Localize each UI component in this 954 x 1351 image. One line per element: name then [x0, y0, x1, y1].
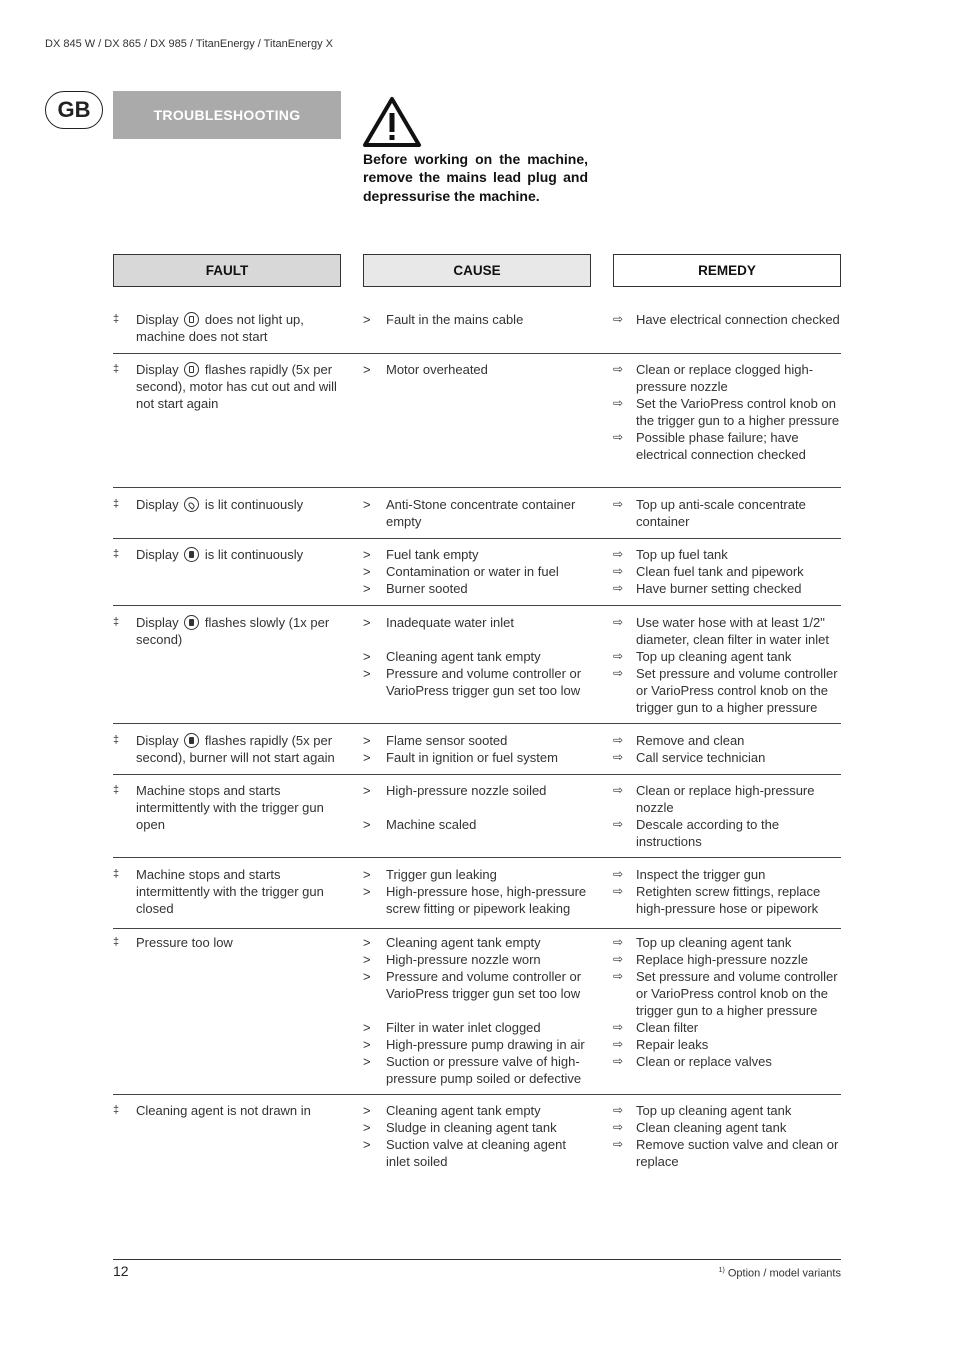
cause-marker: > [363, 750, 371, 765]
fuel-display-icon [184, 733, 199, 748]
cause-item [363, 1036, 588, 1053]
remedy-item [613, 866, 841, 883]
remedy-item [613, 496, 841, 530]
warning-text: Before working on the machine, remove the mains lead plug and depressurise the machine. [363, 151, 588, 204]
arrow-right-icon: ⇨ [613, 1054, 624, 1068]
remedy-item [613, 429, 841, 463]
cause-marker: > [363, 615, 371, 630]
remedy-text: Use water hose with at least 1/2" diameter, clean filter in water inlet [636, 615, 829, 647]
anti-stone-display-icon [184, 497, 199, 512]
remedy-item [613, 546, 841, 563]
cause-cell [363, 546, 588, 597]
remedy-item [613, 1019, 841, 1036]
arrow-right-icon: ⇨ [613, 312, 624, 326]
cause-item [363, 749, 588, 766]
remedy-item [613, 361, 841, 395]
fault-cell [113, 614, 341, 648]
cause-text: Suction or pressure valve of high-pressure pump soiled or defective [386, 1054, 582, 1086]
table-row [113, 934, 841, 1095]
table-row [113, 732, 841, 775]
cause-item [363, 1053, 588, 1087]
cause-marker: > [363, 666, 371, 681]
cause-marker: > [363, 952, 371, 967]
arrow-right-icon: ⇨ [613, 1020, 624, 1034]
remedy-item [613, 732, 841, 749]
cause-item [363, 546, 588, 563]
cause-marker: > [363, 1120, 371, 1135]
fault-text: Cleaning agent is not drawn in [136, 1103, 311, 1118]
fault-item [113, 546, 341, 563]
fault-text: is lit continuously [204, 547, 304, 562]
column-header-fault: FAULT [113, 254, 341, 287]
table-row [113, 546, 841, 606]
cause-marker: > [363, 547, 371, 562]
remedy-item [613, 1119, 841, 1136]
fault-marker: ‡ [113, 784, 120, 796]
remedy-text: Possible phase failure; have electrical connection checked [636, 430, 806, 462]
remedy-text: Set pressure and volume controller or VarioPress control knob on the trigger gun to a higher pressure [636, 666, 838, 715]
cause-marker: > [363, 1137, 371, 1152]
fault-marker: ‡ [113, 868, 120, 880]
remedy-cell [613, 614, 841, 716]
cause-item [363, 563, 588, 580]
fault-cell [113, 732, 341, 766]
fault-text: Machine stops and starts intermittently with the trigger gun closed [136, 867, 324, 916]
arrow-right-icon: ⇨ [613, 952, 624, 966]
remedy-text: Top up cleaning agent tank [636, 649, 792, 664]
remedy-cell [613, 934, 841, 1070]
language-badge: GB [45, 91, 103, 129]
table-row [113, 496, 841, 539]
cause-marker: > [363, 935, 371, 950]
remedy-text: Remove suction valve and clean or replace [636, 1137, 839, 1169]
remedy-item [613, 648, 841, 665]
fault-marker: ‡ [113, 548, 120, 560]
fault-marker: ‡ [113, 363, 120, 375]
cause-cell [363, 614, 588, 699]
cause-text: High-pressure nozzle worn [386, 952, 541, 967]
fault-item [113, 934, 341, 951]
power-display-icon [184, 312, 199, 327]
arrow-right-icon: ⇨ [613, 649, 624, 663]
fault-marker: ‡ [113, 616, 120, 628]
remedy-text: Set the VarioPress control knob on the trigger gun to a higher pressure [636, 396, 840, 428]
cause-item [363, 1019, 588, 1036]
arrow-right-icon: ⇨ [613, 969, 624, 983]
remedy-item [613, 749, 841, 766]
fault-item [113, 496, 341, 513]
fault-cell [113, 311, 341, 345]
remedy-cell [613, 546, 841, 597]
section-title: TROUBLESHOOTING [113, 91, 341, 139]
cause-text: Fault in ignition or fuel system [386, 750, 558, 765]
footnote-mark: 1) [718, 1267, 725, 1274]
column-header-cause: CAUSE [363, 254, 591, 287]
cause-text: Cleaning agent tank empty [386, 935, 541, 950]
cause-text: Cleaning agent tank empty [386, 1103, 541, 1118]
remedy-item [613, 395, 841, 429]
remedy-item [613, 1036, 841, 1053]
fault-text: Pressure too low [136, 935, 233, 950]
cause-item [363, 866, 588, 883]
fault-item [113, 311, 341, 345]
arrow-right-icon: ⇨ [613, 1120, 624, 1134]
remedy-cell [613, 361, 841, 463]
arrow-right-icon: ⇨ [613, 547, 624, 561]
cause-text: Trigger gun leaking [386, 867, 497, 882]
arrow-right-icon: ⇨ [613, 884, 624, 898]
cause-item [363, 311, 588, 328]
fault-item [113, 361, 341, 412]
cause-marker: > [363, 581, 371, 596]
remedy-item [613, 614, 841, 648]
remedy-text: Retighten screw fittings, replace high-pressure hose or pipework [636, 884, 821, 916]
cause-item [363, 782, 588, 799]
fuel-display-icon [184, 547, 199, 562]
table-row [113, 782, 841, 858]
remedy-cell [613, 1102, 841, 1170]
fault-text-pre: Display [136, 615, 179, 630]
fault-text: does not light up, machine does not start [136, 312, 304, 344]
fault-marker: ‡ [113, 936, 120, 948]
fault-text: flashes slowly (1x per second) [136, 615, 330, 647]
remedy-item [613, 1102, 841, 1119]
table-row [113, 1102, 841, 1172]
cause-marker: > [363, 969, 371, 984]
cause-text: High-pressure nozzle soiled [386, 783, 547, 798]
remedy-cell [613, 782, 841, 850]
fault-cell [113, 866, 341, 917]
arrow-right-icon: ⇨ [613, 430, 624, 444]
cause-marker: > [363, 497, 371, 512]
remedy-cell [613, 732, 841, 766]
remedy-text: Have burner setting checked [636, 581, 802, 596]
remedy-item [613, 782, 841, 816]
remedy-text: Call service technician [636, 750, 766, 765]
cause-item [363, 934, 588, 951]
remedy-text: Descale according to the instructions [636, 817, 780, 849]
cause-marker: > [363, 312, 371, 327]
remedy-item [613, 580, 841, 597]
cause-item [363, 1119, 588, 1136]
cause-marker: > [363, 867, 371, 882]
arrow-right-icon: ⇨ [613, 362, 624, 376]
remedy-text: Clean or replace high-pressure nozzle [636, 783, 815, 815]
remedy-text: Clean or replace clogged high-pressure nozzle [636, 362, 814, 394]
fault-item [113, 732, 341, 766]
cause-item [363, 732, 588, 749]
remedy-text: Repair leaks [636, 1037, 709, 1052]
arrow-right-icon: ⇨ [613, 666, 624, 680]
fault-text: flashes rapidly (5x per second), motor has cut out and will not start again [136, 362, 337, 411]
cause-cell [363, 866, 588, 917]
table-row [113, 866, 841, 929]
footnote [719, 1267, 841, 1280]
fault-text: Machine stops and starts intermittently with the trigger gun open [136, 783, 324, 832]
remedy-text: Have electrical connection checked [636, 312, 840, 327]
fault-text-pre: Display [136, 547, 179, 562]
fault-item [113, 866, 341, 917]
fault-cell [113, 782, 341, 833]
fault-text-pre: Display [136, 733, 179, 748]
cause-item [363, 665, 588, 699]
cause-marker: > [363, 1037, 371, 1052]
model-list: DX 845 W / DX 865 / DX 985 / TitanEnergy / TitanEnergy X [45, 38, 333, 50]
fault-text-pre: Display [136, 362, 179, 377]
cause-cell [363, 732, 588, 766]
warning-triangle-icon [362, 96, 422, 148]
fault-cell [113, 361, 341, 412]
arrow-right-icon: ⇨ [613, 750, 624, 764]
cause-marker: > [363, 1103, 371, 1118]
fault-cell [113, 546, 341, 563]
arrow-right-icon: ⇨ [613, 817, 624, 831]
cause-text: Filter in water inlet clogged [386, 1020, 541, 1035]
remedy-item [613, 968, 841, 1019]
page-number: 12 [113, 1263, 129, 1279]
fault-item [113, 614, 341, 648]
cause-marker: > [363, 1054, 371, 1069]
cause-item [363, 361, 588, 378]
cause-item [363, 614, 588, 631]
cause-marker: > [363, 733, 371, 748]
cause-text: Pressure and volume controller or VarioPress trigger gun set too low [386, 969, 582, 1001]
cause-text: Suction valve at cleaning agent inlet soiled [386, 1137, 566, 1169]
column-header-remedy: REMEDY [613, 254, 841, 287]
remedy-text: Remove and clean [636, 733, 745, 748]
table-row [113, 311, 841, 354]
arrow-right-icon: ⇨ [613, 783, 624, 797]
remedy-item [613, 951, 841, 968]
cause-marker: > [363, 1020, 371, 1035]
fuel-display-icon [184, 615, 199, 630]
cause-text: Sludge in cleaning agent tank [386, 1120, 557, 1135]
cause-item [363, 1136, 588, 1170]
arrow-right-icon: ⇨ [613, 615, 624, 629]
arrow-right-icon: ⇨ [613, 1137, 624, 1151]
cause-text: Fault in the mains cable [386, 312, 524, 327]
remedy-cell [613, 866, 841, 917]
cause-marker: > [363, 564, 371, 579]
cause-item [363, 968, 588, 1002]
fault-marker: ‡ [113, 1104, 120, 1116]
fault-marker: ‡ [113, 313, 120, 325]
remedy-item [613, 1053, 841, 1070]
cause-text: Inadequate water inlet [386, 615, 514, 630]
cause-item [363, 580, 588, 597]
cause-text: Machine scaled [386, 817, 477, 832]
cause-item [363, 648, 588, 665]
arrow-right-icon: ⇨ [613, 867, 624, 881]
cause-text: High-pressure hose, high-pressure screw fitting or pipework leaking [386, 884, 587, 916]
fault-cell [113, 934, 341, 951]
cause-cell [363, 361, 588, 378]
footer-divider [113, 1259, 841, 1260]
remedy-text: Top up anti-scale concentrate container [636, 497, 806, 529]
remedy-text: Inspect the trigger gun [636, 867, 766, 882]
cause-text: Flame sensor sooted [386, 733, 508, 748]
remedy-item [613, 1136, 841, 1170]
remedy-text: Top up fuel tank [636, 547, 728, 562]
remedy-item [613, 883, 841, 917]
cause-text: Pressure and volume controller or VarioPress trigger gun set too low [386, 666, 582, 698]
cause-cell [363, 311, 588, 328]
remedy-text: Set pressure and volume controller or VarioPress control knob on the trigger gun to a higher pressure [636, 969, 838, 1018]
arrow-right-icon: ⇨ [613, 733, 624, 747]
remedy-text: Top up cleaning agent tank [636, 1103, 792, 1118]
arrow-right-icon: ⇨ [613, 1103, 624, 1117]
cause-item [363, 816, 588, 833]
arrow-right-icon: ⇨ [613, 497, 624, 511]
fault-cell [113, 1102, 341, 1119]
cause-cell [363, 496, 588, 530]
remedy-item [613, 934, 841, 951]
remedy-text: Top up cleaning agent tank [636, 935, 792, 950]
cause-cell [363, 934, 588, 1087]
power-display-icon [184, 362, 199, 377]
fault-text-pre: Display [136, 312, 179, 327]
cause-text: Motor overheated [386, 362, 488, 377]
fault-text-pre: Display [136, 497, 179, 512]
fault-marker: ‡ [113, 734, 120, 746]
cause-item [363, 1102, 588, 1119]
remedy-item [613, 563, 841, 580]
cause-marker: > [363, 817, 371, 832]
cause-text: Cleaning agent tank empty [386, 649, 541, 664]
table-row [113, 361, 841, 488]
cause-cell [363, 1102, 588, 1170]
cause-text: Fuel tank empty [386, 547, 479, 562]
cause-marker: > [363, 783, 371, 798]
fault-item [113, 782, 341, 833]
arrow-right-icon: ⇨ [613, 935, 624, 949]
cause-item [363, 496, 588, 530]
arrow-right-icon: ⇨ [613, 396, 624, 410]
fault-marker: ‡ [113, 498, 120, 510]
remedy-cell [613, 311, 841, 328]
cause-marker: > [363, 649, 371, 664]
footnote-text: Option / model variants [727, 1267, 841, 1280]
remedy-text: Clean filter [636, 1020, 699, 1035]
cause-text: High-pressure pump drawing in air [386, 1037, 585, 1052]
fault-text: is lit continuously [204, 497, 304, 512]
remedy-item [613, 311, 841, 328]
cause-text: Contamination or water in fuel [386, 564, 559, 579]
cause-item [363, 883, 588, 917]
remedy-item [613, 816, 841, 850]
cause-marker: > [363, 362, 371, 377]
arrow-right-icon: ⇨ [613, 564, 624, 578]
remedy-text: Clean fuel tank and pipework [636, 564, 804, 579]
arrow-right-icon: ⇨ [613, 1037, 624, 1051]
remedy-item [613, 665, 841, 716]
remedy-text: Clean cleaning agent tank [636, 1120, 787, 1135]
cause-text: Anti-Stone concentrate container empty [386, 497, 576, 529]
fault-cell [113, 496, 341, 513]
remedy-text: Clean or replace valves [636, 1054, 772, 1069]
fault-item [113, 1102, 341, 1119]
cause-cell [363, 782, 588, 833]
remedy-text: Replace high-pressure nozzle [636, 952, 808, 967]
table-row [113, 614, 841, 724]
arrow-right-icon: ⇨ [613, 581, 624, 595]
remedy-cell [613, 496, 841, 530]
cause-marker: > [363, 884, 371, 899]
fault-text: flashes rapidly (5x per second), burner will not start again [136, 733, 335, 765]
cause-text: Burner sooted [386, 581, 468, 596]
cause-item [363, 951, 588, 968]
